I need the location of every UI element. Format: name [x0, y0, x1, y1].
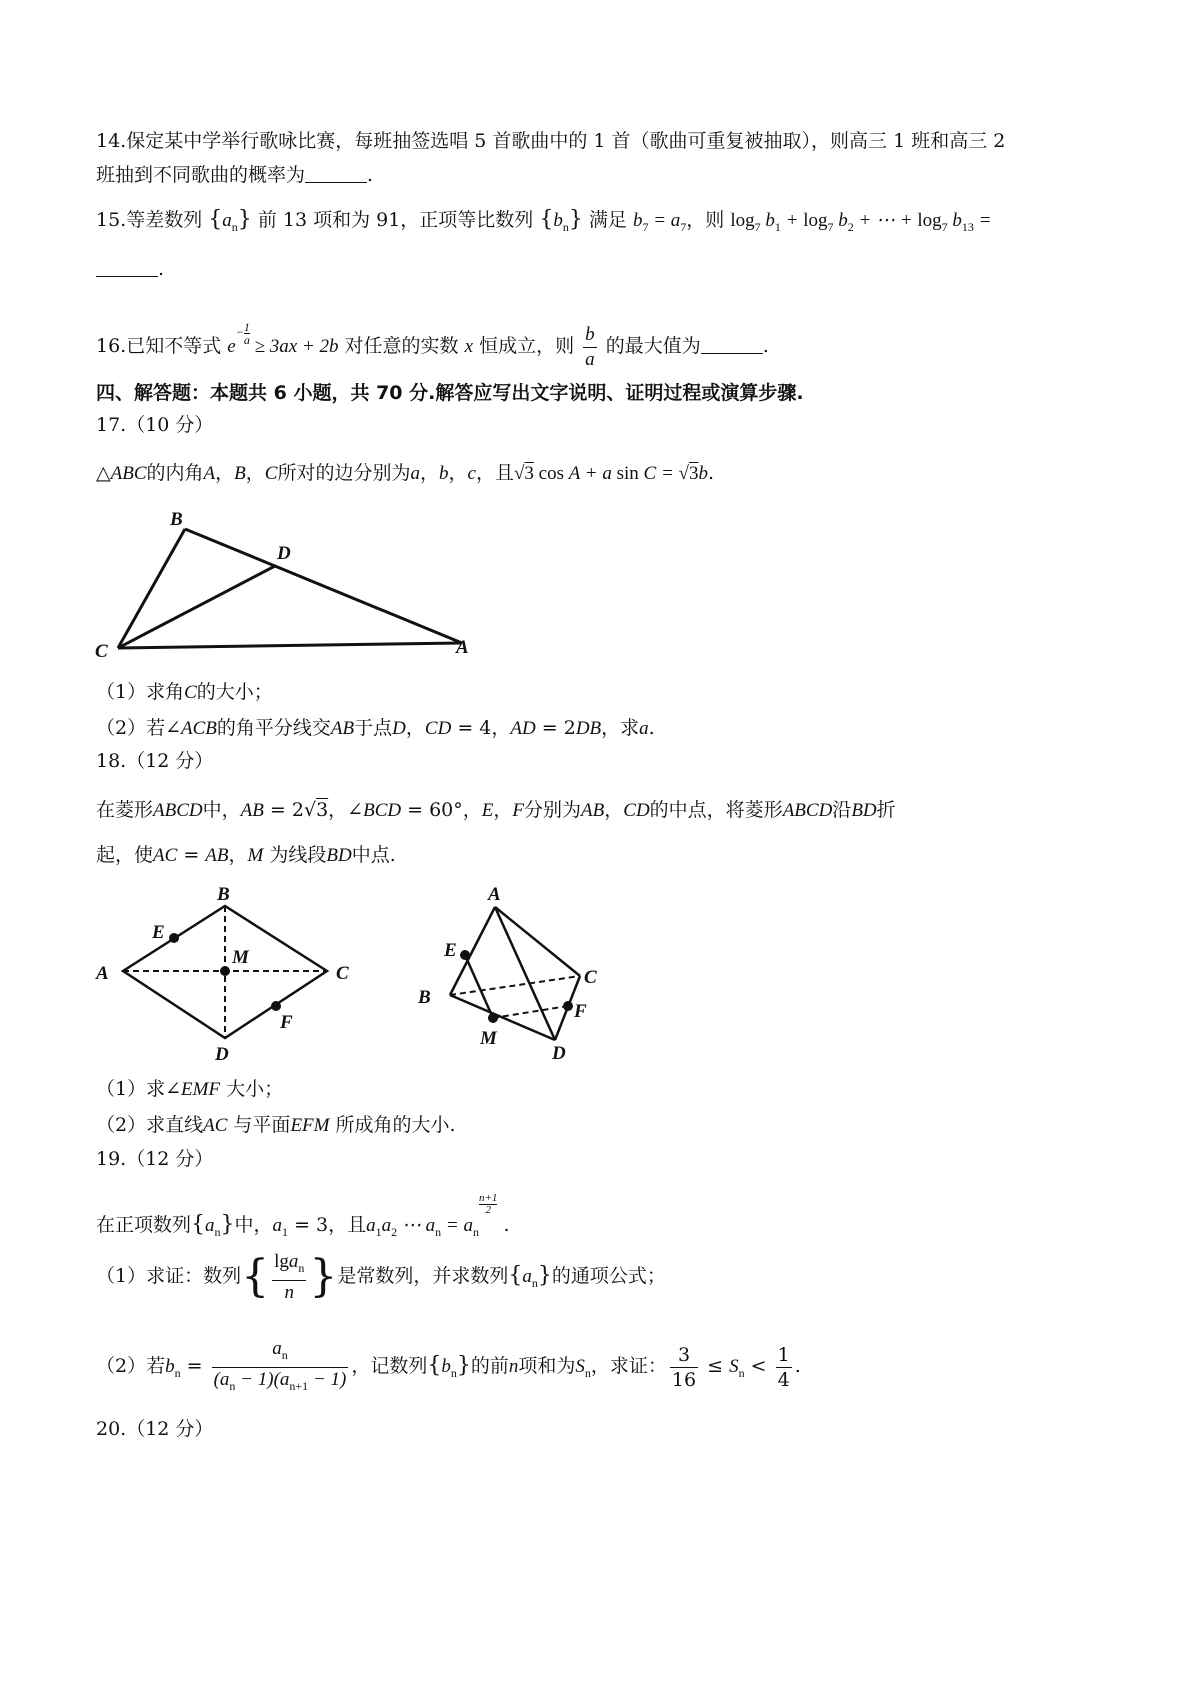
fig1-label-D: D [215, 1044, 229, 1065]
q14-text2: 班抽到不同歌曲的概率为 [96, 164, 306, 186]
answer-blank [305, 164, 367, 183]
fig2-label-M: M [480, 1028, 497, 1049]
label-A: A [456, 637, 469, 658]
q17-s2: 所对的边分别为 [277, 462, 411, 484]
rhombus-figure [90, 878, 370, 1068]
q17-s1: 的内角 [146, 462, 204, 484]
q19-p2e: ，求证： [590, 1355, 667, 1377]
q19-p2: （2）若 [96, 1355, 166, 1377]
fig2-label-F: F [574, 1001, 587, 1022]
q17-num: 17.（10 分） [96, 414, 214, 436]
q20-number [96, 1414, 1140, 1444]
q18-s6: 折 [876, 799, 896, 821]
q17-part1: （1）求角C的大小； [96, 681, 273, 703]
q18-s8: 为线段 [269, 844, 327, 866]
q15-t2: 前 13 项和为 91，正项等比数列 [257, 209, 534, 231]
q19-p2b: ，记数列 [351, 1355, 428, 1377]
q14-line1 [96, 126, 1140, 156]
q18-number [96, 746, 1140, 776]
fig1-label-B: B [217, 884, 230, 905]
q17-p1: （1）求角 [96, 681, 185, 703]
q18-s7: 起，使 [96, 844, 154, 866]
label-D: D [277, 543, 291, 564]
fig1-label-F: F [280, 1012, 293, 1033]
q15-line2: . [96, 254, 1140, 284]
q18-p1: （1）求 [96, 1078, 166, 1100]
q14-text: 14.保定某中学举行歌咏比赛，每班抽签选唱 5 首歌曲中的 1 首（歌曲可重复被抽取），则高三 1 班和高三 2 [96, 130, 1006, 152]
q18-p2c: 所成角的大小. [335, 1114, 456, 1136]
q20-num: 20.（12 分） [96, 1418, 214, 1440]
q15-line: 15.等差数列 $\{a_n\}$ 前 13 项和为 91，正项等比数列 $\{b_n\}$ 满足 $b_7 = a_7$，则 $\log_7 b_1 + \log_7 b_2$ + ⋯ + $\log_7 b_{13}$ = [96, 207, 992, 234]
triangle-figure [90, 505, 510, 665]
q17-p2b: 的角平分线交 [216, 717, 331, 739]
fig1-label-C: C [336, 963, 349, 984]
q17-part2: （2）若∠ACB的角平分线交AB于点D，CD = 4，AD = 2DB，求a. [96, 717, 655, 739]
q19-s2: 中， [234, 1214, 273, 1236]
fig2-label-C: C [584, 967, 597, 988]
fig2-label-D: D [552, 1043, 566, 1062]
q19-p1b: 是常数列，并求数列 [337, 1265, 509, 1287]
section-heading-text: 四、解答题：本题共 6 小题，共 70 分.解答应写出文字说明、证明过程或演算步骤. [96, 382, 804, 404]
q17-s3: ，且 [475, 462, 514, 484]
q19-p1: （1）求证：数列 [96, 1265, 242, 1287]
q15-t1: 15.等差数列 [96, 209, 203, 231]
answer-blank [96, 258, 158, 277]
q18-stem2: 起，使AC = AB，M 为线段BD中点. [96, 844, 396, 866]
q18-p2b: 与平面 [233, 1114, 291, 1136]
q14-line2: 班抽到不同歌曲的概率为 . [96, 164, 374, 186]
fig2-label-A: A [488, 884, 501, 905]
tetrahedron-figure [410, 882, 630, 1062]
q15-t4: ，则 [686, 209, 725, 231]
q19-part2: （2）若$b_n$ = $\frac{a_n}{(a_n - 1)(a_{n+1} - 1)}$ ，记数列$\{b_n\}$的前n项和为$S_n$，求证： $\frac{3}{16}$ ≤ $S_n$ < $\frac{1}{4}$ . [96, 1337, 801, 1393]
q18-s3: 分别为 [524, 799, 582, 821]
q16-t2: 对任意的实数 [344, 335, 459, 357]
q19-number [96, 1144, 1140, 1174]
q18-s2: 中， [202, 799, 241, 821]
q17-p2d: ，求 [601, 717, 640, 739]
section-heading [96, 378, 1140, 408]
label-C: C [95, 641, 108, 662]
q18-stem1: 在菱形ABCD中，AB = 2√3，∠BCD = 60°，E，F分别为AB，CD的中点，将菱形ABCD沿BD折 [96, 799, 896, 821]
answer-blank [701, 335, 763, 354]
label-B: B [170, 509, 183, 530]
q19-part1: （1）求证：数列{ $\frac{\lg a_n}{n}$ }是常数列，并求数列$\{a_n\}$的通项公式； [96, 1250, 666, 1303]
q19-s3: ，且 [328, 1214, 367, 1236]
q19-stem: 在正项数列$\{a_n\}$中，$a_1 = 3$，且$a_1a_2$ ⋯ $a_n = a_n$ $\frac{n+1}{2}$ . [96, 1192, 510, 1239]
q16-t3: 恒成立，则 [479, 335, 575, 357]
q19-p1c: 的通项公式； [551, 1265, 666, 1287]
q18-p1b: 大小； [226, 1078, 284, 1100]
fig2-label-E: E [444, 940, 457, 961]
q18-num: 18.（12 分） [96, 750, 214, 772]
q18-p2: （2）求直线 [96, 1114, 204, 1136]
q18-part2: （2）求直线AC 与平面EFM 所成角的大小. [96, 1114, 456, 1136]
q18-s4: 的中点，将菱形 [649, 799, 783, 821]
q18-s9: 中点. [351, 844, 396, 866]
q18-part1: （1）求∠EMF 大小； [96, 1078, 284, 1100]
q17-stem: △ABC的内角A，B，C所对的边分别为a，b，c，且√3 cos A + a sin C = √3b. [96, 462, 714, 484]
q19-p2c: 的前 [470, 1355, 509, 1377]
q19-p2d: 项和为 [518, 1355, 576, 1377]
q19-num: 19.（12 分） [96, 1148, 214, 1170]
q18-s1: 在菱形 [96, 799, 154, 821]
fig1-label-E: E [152, 922, 165, 943]
q17-p1b: 的大小； [196, 681, 273, 703]
q17-p2: （2）若 [96, 717, 166, 739]
fig2-label-B: B [418, 987, 431, 1008]
q15-t3: 满足 [588, 209, 627, 231]
q16-line: 16.已知不等式 $e^{- \frac{1}{a}}$ ≥ 3ax + 2b 对任意的实数 x 恒成立，则 $\frac{b}{a}$ 的最大值为 . [96, 319, 769, 370]
q16-t4: 的最大值为 [605, 335, 701, 357]
fig1-label-M: M [232, 947, 249, 968]
q17-number [96, 410, 1140, 440]
q16-t1: 16.已知不等式 [96, 335, 222, 357]
q17-p2c: 于点 [354, 717, 393, 739]
q19-s1: 在正项数列 [96, 1214, 192, 1236]
q18-s5: 沿 [832, 799, 852, 821]
fig1-label-A: A [96, 963, 109, 984]
